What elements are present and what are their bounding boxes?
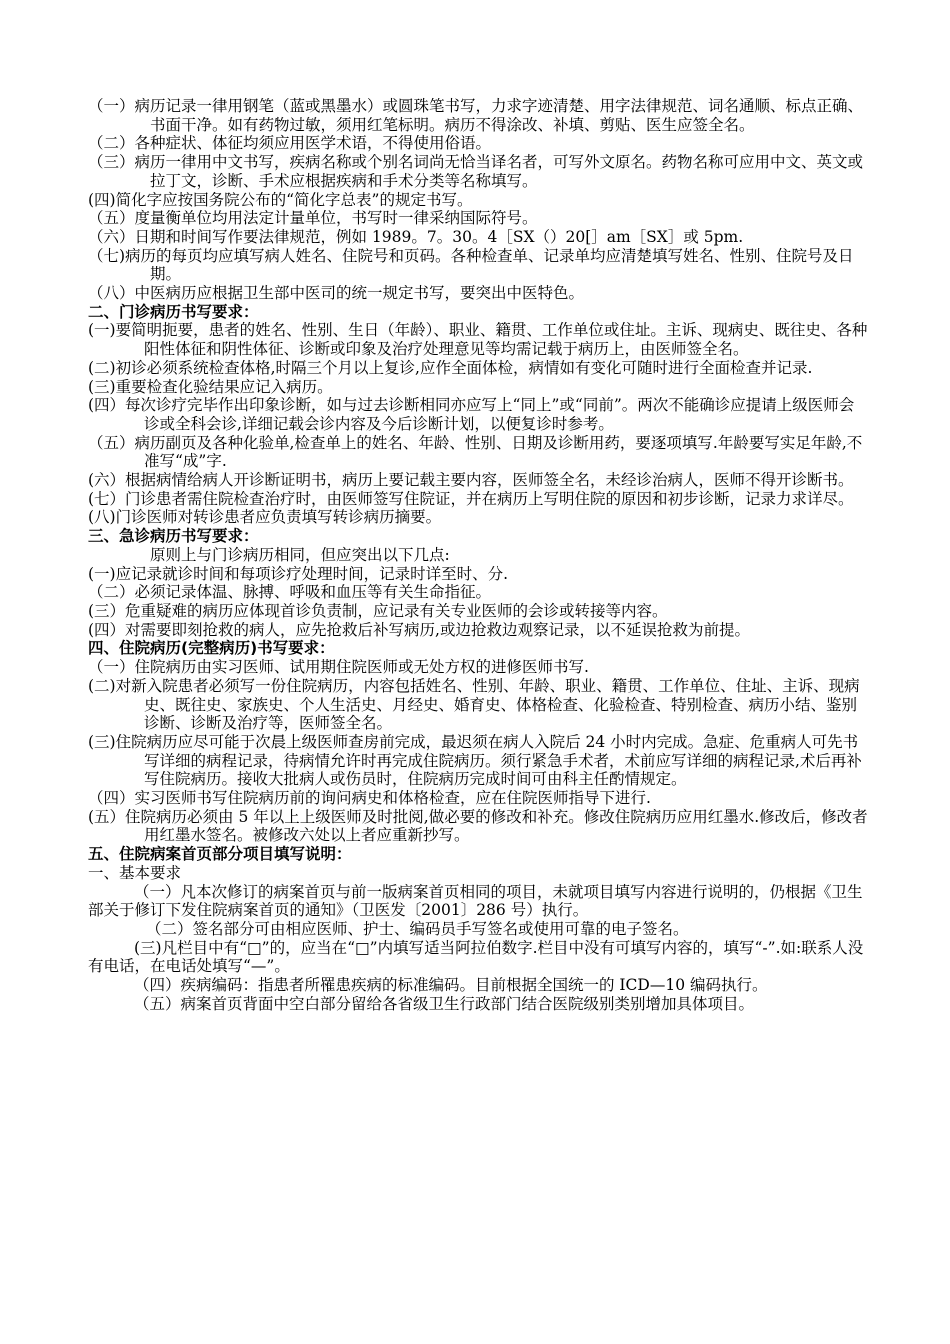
list-item: (二)对新入院患者必须写一份住院病历，内容包括姓名、性别、年龄、职业、籍贯、工作单位、住址、主诉、现病史、既往史、家族史、个人生活史、月经史、婚育史、体格检查、化验检查、特别检查、病历小结、鉴别诊断、诊断及治疗等，医师签全名。 [88, 676, 860, 733]
list-item: （五）病历副页及各种化验单,检查单上的姓名、年龄、性别、日期及诊断用药，要逐项填写.年龄要写实足年龄,不准写“成”字. [88, 433, 863, 471]
list-item: (四）对需要即刻抢救的病人，应先抢救后补写病历,或边抢救边观察记录，以不延误抢救为前提。 [88, 620, 750, 639]
section-intro: 原则上与门诊病历相同，但应突出以下几点: [150, 545, 450, 564]
list-item: (八)门诊医师对转诊患者应负责填写转诊病历摘要。 [88, 508, 442, 527]
list-item: （二）各种症状、体征均须应用医学术语，不得使用俗语。 [88, 134, 492, 153]
section-subtitle: 一、基本要求 [88, 863, 182, 882]
section-heading: 五、住院病案首页部分项目填写说明： [88, 845, 352, 864]
list-item: （二）必须记录体温、脉搏、呼吸和血压等有关生命指征。 [88, 583, 492, 602]
list-item: (六）根据病情给病人开诊断证明书，病历上要记载主要内容，医师签全名，未经诊治病人，医师不得开诊断书。 [88, 471, 854, 490]
section-general-requirements [88, 97, 868, 303]
list-item: (一)应记录就诊时间和每项诊疗处理时间，记录时详至时、分. [88, 564, 509, 583]
document-body [88, 97, 868, 1013]
list-item: (一)要简明扼要，患者的姓名、性别、生日（年龄）、职业、籍贯、工作单位或住址。主诉、现病史、既往史、各种阳性体征和阴性体征、诊断或印象及治疗处理意见等均需记载于病历上，由医师签全名。 [88, 321, 868, 359]
list-item: （五）度量衡单位均用法定计量单位，书写时一律采纳国际符号。 [88, 209, 538, 228]
section-heading: 三、急诊病历书写要求： [88, 527, 259, 546]
list-item: （六）日期和时间写作要法律规范，例如 1989。7。30。4［SX（）20[］am［SX］或 5pm. [88, 227, 744, 246]
paragraph: （五）病案首页背面中空白部分留给各省级卫生行政部门结合医院级别类别增加具体项目。 [134, 994, 755, 1013]
list-item: (三)住院病历应尽可能于次晨上级医师查房前完成，最迟须在病人入院后 24 小时内完成。急症、危重病人可先书写详细的病程记录，待病情允许时再完成住院病历。须行紧急手术者，术前应写详细的病程记录,术后再补写住院病历。接收大批病人或伤员时，住院病历完成时间可由科主任酌情规定。 [88, 732, 862, 789]
list-item: (四）每次诊疗完毕作出印象诊断，如与过去诊断相同亦应写上“同上”或“同前”。两次不能确诊应提请上级医师会诊或全科会诊,详细记载会诊内容及今后诊断计划，以便复诊时参考。 [88, 396, 855, 433]
list-item: （一）住院病历由实习医师、试用期住院医师或无处方权的进修医师书写. [88, 658, 589, 677]
section-heading: 二、门诊病历书写要求： [88, 302, 259, 321]
list-item: （七)病历的每页均应填写病人姓名、住院号和页码。各种检查单、记录单均应清楚填写姓名、性别、住院号及日期。 [88, 246, 854, 284]
list-item: (七）门诊患者需住院检查治疗时，由医师签写住院证，并在病历上写明住院的原因和初步诊断，记录力求详尽。 [88, 489, 854, 508]
section-heading: 四、住院病历(完整病历)书写要求： [88, 639, 335, 658]
paragraph: （一）凡本次修订的病案首页与前一版病案首页相同的项目，未就项目填写内容进行说明的，仍根据《卫生部关于修订下发住院病案首页的通知》（卫医发〔2001〕286 号）执行。 [88, 882, 863, 920]
list-item: (三）危重疑难的病历应体现首诊负责制，应记录有关专业医师的会诊或转接等内容。 [88, 601, 668, 620]
list-item: (二)初诊必须系统检查体格,时隔三个月以上复诊,应作全面体检，病情如有变化可随时进行全面检查并记录. [88, 358, 813, 377]
list-item: (三)重要检查化验结果应记入病历。 [88, 377, 333, 396]
paragraph: （四）疾病编码：指患者所罹患疾病的标准编码。目前根据全国统一的 ICD—10 编码执行。 [134, 976, 768, 995]
section-inpatient [88, 639, 868, 845]
list-item: （八）中医病历应根据卫生部中医司的统一规定书写，要突出中医特色。 [88, 284, 585, 303]
list-item: （一）病历记录一律用钢笔（蓝或黑墨水）或圆珠笔书写，力求字迹清楚、用字法律规范、词名通顺、标点正确、书面干净。如有药物过敏，须用红笔标明。病历不得涂改、补填、剪贴、医生应签全名。 [88, 97, 864, 134]
list-item: (五）住院病历必须由 5 年以上上级医师及时批阅,做必要的修改和补充。修改住院病历应用红墨水.修改后，修改者用红墨水签名。被修改六处以上者应重新抄写。 [88, 807, 868, 845]
paragraph: （二）签名部分可由相应医师、护士、编码员手写签名或使用可靠的电子签名。 [146, 919, 689, 938]
section-front-page [88, 845, 868, 1013]
section-outpatient [88, 303, 868, 527]
paragraph: (三)凡栏目中有“□”的，应当在“□”内填写适当阿拉伯数字.栏目中没有可填写内容的，填写“-”.如:联系人没有电话，在电话处填写“—”。 [88, 938, 864, 976]
section-emergency [88, 527, 868, 639]
list-item: （三）病历一律用中文书写，疾病名称或个别名词尚无恰当译名者，可写外文原名。药物名称可应用中文、英文或拉丁文，诊断、手术应根据疾病和手术分类等名称填写。 [88, 153, 864, 190]
list-item: （四）实习医师书写住院病历前的询问病史和体格检查，应在住院医师指导下进行. [88, 789, 651, 808]
list-item: (四)简化字应按国务院公布的“简化字总表”的规定书写。 [88, 190, 473, 209]
